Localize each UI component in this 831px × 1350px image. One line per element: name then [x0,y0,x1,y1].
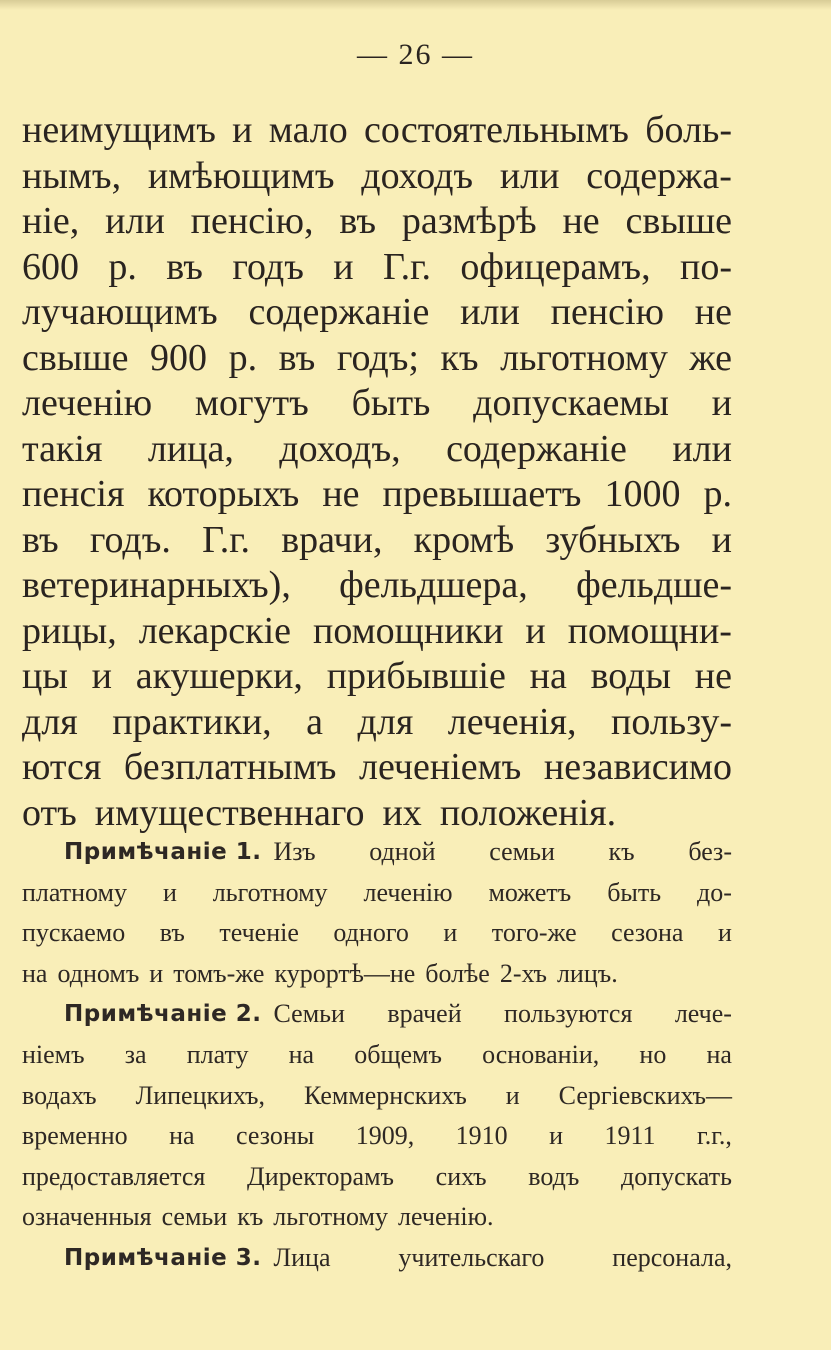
text-line: ніе, или пенсію, въ размѣрѣ не свыше [22,200,732,242]
text-line: такія лица, доходъ, содержаніе или [22,427,732,470]
note-line: на одномъ и томъ-же курортѣ—не болѣе 2-хъ лицъ. [22,958,618,988]
note-line: предоставляется Директорамъ сихъ водъ допускать [22,1161,732,1191]
text-line: ются безплатнымъ леченіемъ независимо [22,746,732,788]
note-text: Семьи врачей пользуются лече- [273,999,732,1029]
note-heading: Примѣчаніе 3. [64,1244,262,1271]
text-line: рицы, лекарскіе помощники и помощни- [22,609,732,652]
note-line: пускаемо въ теченіе одного и того-же сезона и [22,918,732,948]
text-line: цы и акушерки, прибывшіе на воды не [22,655,732,697]
note-heading: Примѣчаніе 1. [64,839,262,865]
page-number: — 26 — [357,38,474,71]
note-line: ніемъ за плату на общемъ основаніи, но на [22,1039,732,1069]
text-line: для практики, а для леченія, пользу- [22,700,732,743]
note-first-line [22,1238,732,1279]
note-line: водахъ Липецкихъ, Кеммернскихъ и Сергіевскихъ— [22,1080,732,1110]
text-line: въ годъ. Г.г. врачи, кромѣ зубныхъ и [22,518,732,561]
note-first-line [22,832,732,873]
text-line: ветеринарныхъ), фельдшера, фельдше- [22,564,732,606]
text-line: нымъ, имѣющимъ доходъ или содержа- [22,154,732,197]
text-line: лучающимъ содержаніе или пенсію не [22,291,732,333]
text-line: леченію могутъ быть допускаемы и [22,382,732,424]
notes-section [22,832,732,1279]
note-line: временно на сезоны 1909, 1910 и 1911 г.г., [22,1121,732,1151]
text-line: отъ имущественнаго их положенія. [22,791,617,834]
note-heading: Примѣчаніе 2. [64,1001,262,1028]
note-text: Лица учительскаго персонала, [273,1242,732,1272]
note-line: означенныя семьи къ льготному леченію. [22,1202,494,1232]
text-line: 600 р. въ годъ и Г.г. офицерамъ, по- [22,245,732,288]
text-line: неимущимъ и мало состоятельнымъ боль- [22,109,732,151]
note-first-line [22,994,732,1035]
note-text: Изъ одной семьи къ без- [273,837,732,866]
note-line: платному и льготному леченію можетъ быть до- [22,877,732,907]
page-top-edge [0,0,831,10]
main-paragraph [22,108,732,836]
text-line: пенсія которыхъ не превышаетъ 1000 р. [22,473,732,515]
text-line: свыше 900 р. въ годъ; къ льготному же [22,336,732,379]
